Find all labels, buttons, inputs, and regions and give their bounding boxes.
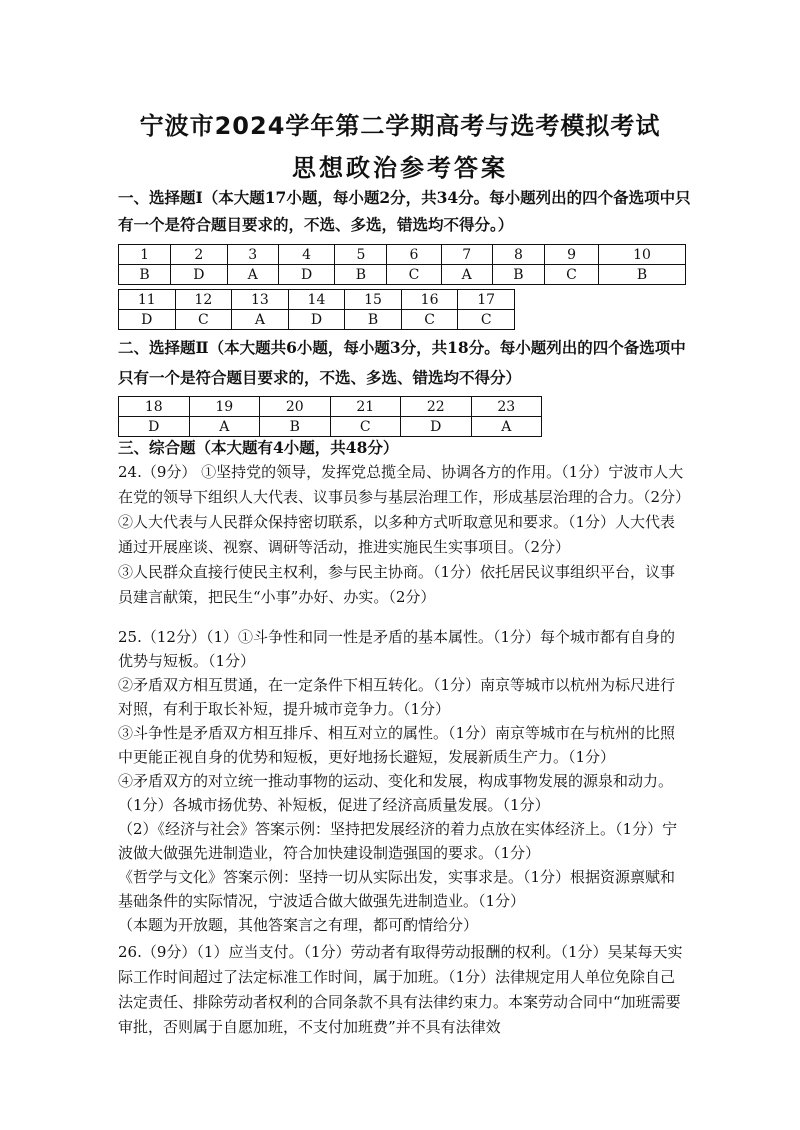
table-cell: 11	[119, 290, 176, 310]
table-cell: 22	[401, 397, 472, 417]
table-row	[119, 245, 686, 265]
table-cell: 6	[387, 245, 441, 265]
question-26	[118, 940, 688, 1040]
table-cell: 15	[345, 290, 402, 310]
table-cell: 23	[471, 397, 542, 417]
answer-paragraph: （本题为开放题，其他答案言之有理，都可酌情给分）	[118, 916, 479, 934]
answer-paragraph: 25.（12分）（1）①斗争性和同一性是矛盾的基本属性。（1分）每个城市都有自身的优势与短板。（1分）	[118, 628, 676, 670]
answer-paragraph: ②人大代表与人民群众保持密切联系，以多种方式听取意见和要求。（1分）人大代表通过开展座谈、视察、调研等活动，推进实施民生实事项目。（2分）	[118, 513, 676, 556]
table-cell: D	[119, 417, 190, 437]
table-cell: B	[260, 417, 331, 437]
answer-paragraph: ④矛盾双方的对立统一推动事物的运动、变化和发展，构成事物发展的源泉和动力。（1分）各城市扬优势、补短板，促进了经济高质量发展。（1分）	[118, 772, 674, 814]
table-cell: 16	[401, 290, 458, 310]
table-row	[119, 290, 515, 310]
table-cell: B	[119, 265, 171, 285]
table-cell: 12	[175, 290, 232, 310]
document-subtitle: 思想政治参考答案	[292, 154, 508, 182]
table-cell: C	[387, 265, 441, 285]
table-cell: A	[189, 417, 260, 437]
section3-heading: 三、综合题（本大题有4小题，共48分）	[118, 438, 399, 457]
document-title: 宁波市2024学年第二学期高考与选考模拟考试	[139, 112, 661, 140]
question-24	[118, 460, 691, 610]
answer-paragraph: ②矛盾双方相互贯通，在一定条件下相互转化。（1分）南京等城市以杭州为标尺进行对照，有利于取长补短，提升城市竞争力。（1分）	[118, 676, 676, 718]
section2-heading: 二、选择题Ⅱ（本大题共6小题，每小题3分，共18分。每小题列出的四个备选项中只有一个是符合题目要求的，不选、多选、错选均不得分）	[118, 338, 686, 387]
table-cell: 18	[119, 397, 190, 417]
table-cell: 13	[232, 290, 289, 310]
table-cell: D	[119, 310, 176, 330]
table-cell: 19	[189, 397, 260, 417]
table-cell: 7	[441, 245, 492, 265]
table-cell: B	[345, 310, 402, 330]
table-cell: 9	[545, 245, 599, 265]
table-cell: D	[278, 265, 334, 285]
table-cell: 8	[492, 245, 544, 265]
question-25	[118, 625, 688, 937]
table-row	[119, 310, 515, 330]
table-cell: A	[441, 265, 492, 285]
table-cell: C	[458, 310, 515, 330]
table-cell: D	[288, 310, 345, 330]
table-cell: 4	[278, 245, 334, 265]
answer-table-1	[118, 244, 686, 285]
section1-heading: 一、选择题Ⅰ（本大题17小题，每小题2分，共34分。每小题列出的四个备选项中只有一个是符合题目要求的，不选、多选，错选均不得分。）	[118, 188, 691, 234]
answer-table-2	[118, 289, 515, 330]
table-cell: 2	[171, 245, 227, 265]
table-cell: 5	[335, 245, 387, 265]
answer-paragraph: 24.（9分） ①坚持党的领导，发挥党总揽全局、协调各方的作用。（1分）宁波市人大在党的领导下组织人大代表、议事员参与基层治理工作，形成基层治理的合力。（2分）	[118, 463, 691, 506]
table-cell: B	[599, 265, 686, 285]
table-cell: 17	[458, 290, 515, 310]
table-cell: C	[545, 265, 599, 285]
table-row	[119, 397, 542, 417]
answer-paragraph: ③斗争性是矛盾双方相互排斥、相互对立的属性。（1分）南京等城市在与杭州的比照中更能正视自身的优势和短板，更好地扬长避短，发展新质生产力。（1分）	[118, 724, 676, 766]
table-cell: 3	[227, 245, 278, 265]
table-cell: D	[171, 265, 227, 285]
table-row	[119, 265, 686, 285]
table-cell: B	[335, 265, 387, 285]
table-cell: C	[401, 310, 458, 330]
table-cell: 10	[599, 245, 686, 265]
answer-paragraph: ③人民群众直接行使民主权利，参与民主协商。（1分）依托居民议事组织平台，议事员建言献策，把民生“小事”办好、办实。（2分）	[118, 563, 676, 606]
answer-table-3	[118, 396, 542, 437]
table-cell: 14	[288, 290, 345, 310]
table-cell: 21	[330, 397, 401, 417]
answer-paragraph: （2）《经济与社会》答案示例：坚持把发展经济的着力点放在实体经济上。（1分）宁波做大做强先进制造业，符合加快建设制造强国的要求。（1分）	[118, 820, 678, 862]
table-cell: A	[232, 310, 289, 330]
table-cell: C	[175, 310, 232, 330]
table-cell: B	[492, 265, 544, 285]
table-cell: 20	[260, 397, 331, 417]
answer-paragraph: 26.（9分）（1）应当支付。（1分）劳动者有取得劳动报酬的权利。（1分）吴某每天实际工作时间超过了法定标准工作时间，属于加班。（1分）法律规定用人单位免除自己法定责任、排除劳动者权利的合同条款不具有法律约束力。本案劳动合同中“加班需要审批，否则属于自愿加班，不支付加班费”并不具有法律效	[118, 943, 683, 1036]
table-cell: A	[471, 417, 542, 437]
table-cell: 1	[119, 245, 171, 265]
table-row	[119, 417, 542, 437]
table-cell: D	[401, 417, 472, 437]
table-cell: C	[330, 417, 401, 437]
table-cell: A	[227, 265, 278, 285]
answer-paragraph: 《哲学与文化》答案示例：坚持一切从实际出发，实事求是。（1分）根据资源禀赋和基础条件的实际情况，宁波适合做大做强先进制造业。（1分）	[118, 868, 676, 910]
